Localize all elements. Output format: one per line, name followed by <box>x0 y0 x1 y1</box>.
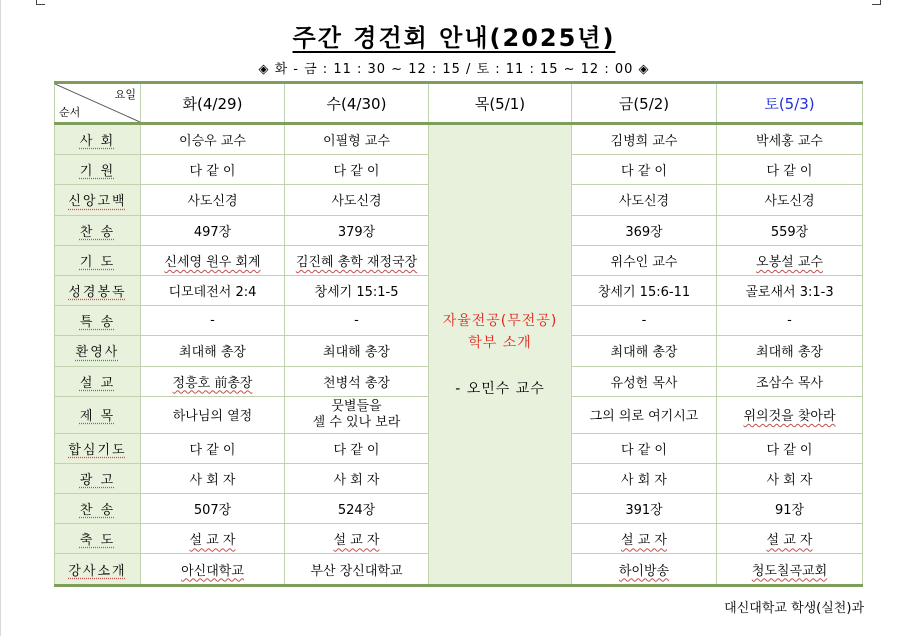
row-label: 제 목 <box>55 396 141 433</box>
cell-wed: 천병석 총장 <box>285 366 429 396</box>
cell-tue: 다 같 이 <box>141 155 285 185</box>
cell-sat: 91장 <box>717 494 863 524</box>
cell-wed-line1: 뭇별들을 <box>331 398 382 414</box>
cell-fri: 그의 의로 여기시고 <box>572 396 717 433</box>
cell-tue: 신세영 원우 회계 <box>141 245 285 275</box>
cell-tue: 아신대학교 <box>141 554 285 585</box>
cell-wed: 최대해 총장 <box>285 336 429 366</box>
footer-department: 대신대학교 학생(실천)과 <box>724 601 864 616</box>
cell-fri: 369장 <box>572 215 717 245</box>
cell-tue: 497장 <box>141 215 285 245</box>
cell-fri: 최대해 총장 <box>572 336 717 366</box>
cell-fri: - <box>572 306 717 336</box>
cell-wed: 379장 <box>285 215 429 245</box>
cell-tue: 정흥호 前총장 <box>141 366 285 396</box>
worship-schedule-table <box>54 81 863 587</box>
cell-wed-line2: 셀 수 있나 보라 <box>312 414 401 430</box>
cell-tue: 다 같 이 <box>141 433 285 463</box>
cell-sat: 오봉설 교수 <box>717 245 863 275</box>
cell-sat: 조삼수 목사 <box>717 366 863 396</box>
page-title: 주간 경건회 안내(2025년) <box>292 24 616 52</box>
cell-wed: 다 같 이 <box>285 433 429 463</box>
cell-sat: - <box>717 306 863 336</box>
row-label: 특 송 <box>55 306 141 336</box>
cell-sat: 559장 <box>717 215 863 245</box>
cell-fri: 유성헌 목사 <box>572 366 717 396</box>
row-label: 성경봉독 <box>55 275 141 305</box>
row-label: 기 도 <box>55 245 141 275</box>
cell-wed: 다 같 이 <box>285 155 429 185</box>
cell-fri: 다 같 이 <box>572 155 717 185</box>
cell-sat: 사도신경 <box>717 185 863 215</box>
row-label: 신앙고백 <box>55 185 141 215</box>
thursday-title-line2: 학부 소개 <box>468 335 532 352</box>
cell-sat: 설 교 자 <box>717 524 863 554</box>
table-row <box>55 124 863 155</box>
cell-wed: 사 회 자 <box>285 463 429 493</box>
corner-header-cell <box>55 83 141 124</box>
header-sat: 토(5/3) <box>717 83 863 124</box>
cell-sat: 위의것을 찾아라 <box>717 396 863 433</box>
row-label: 찬 송 <box>55 215 141 245</box>
row-label: 찬 송 <box>55 494 141 524</box>
cell-wed: 이필형 교수 <box>285 124 429 155</box>
cell-wed: 창세기 15:1-5 <box>285 275 429 305</box>
cell-tue: 507장 <box>141 494 285 524</box>
page-left-border <box>0 0 1 636</box>
cell-wed: - <box>285 306 429 336</box>
corner-label-order: 순서 <box>59 106 81 119</box>
corner-label-day: 요일 <box>114 88 136 101</box>
row-label: 사 회 <box>55 124 141 155</box>
cell-wed: 524장 <box>285 494 429 524</box>
cell-fri: 김병희 교수 <box>572 124 717 155</box>
crop-mark-right <box>872 0 881 5</box>
header-thu: 목(5/1) <box>429 83 572 124</box>
cell-sat: 사 회 자 <box>717 463 863 493</box>
cell-sat: 청도칠곡교회 <box>717 554 863 585</box>
cell-fri: 위수인 교수 <box>572 245 717 275</box>
cell-tue: - <box>141 306 285 336</box>
cell-wed: 사도신경 <box>285 185 429 215</box>
thursday-speaker: - 오민수 교수 <box>455 381 545 398</box>
cell-tue: 사도신경 <box>141 185 285 215</box>
cell-tue: 하나님의 열정 <box>141 396 285 433</box>
cell-fri: 하이방송 <box>572 554 717 585</box>
row-label: 환영사 <box>55 336 141 366</box>
cell-sat: 최대해 총장 <box>717 336 863 366</box>
cell-wed: 설 교 자 <box>285 524 429 554</box>
cell-fri: 391장 <box>572 494 717 524</box>
cell-fri: 창세기 15:6-11 <box>572 275 717 305</box>
row-label: 축 도 <box>55 524 141 554</box>
cell-fri: 사 회 자 <box>572 463 717 493</box>
row-label: 기 원 <box>55 155 141 185</box>
header-tue: 화(4/29) <box>141 83 285 124</box>
cell-fri: 다 같 이 <box>572 433 717 463</box>
header-fri: 금(5/2) <box>572 83 717 124</box>
cell-sat: 다 같 이 <box>717 433 863 463</box>
row-label: 강사소개 <box>55 554 141 585</box>
cell-sat: 박세홍 교수 <box>717 124 863 155</box>
row-label: 광 고 <box>55 463 141 493</box>
row-label: 합심기도 <box>55 433 141 463</box>
table-header-row <box>55 83 863 124</box>
cell-fri: 사도신경 <box>572 185 717 215</box>
cell-wed <box>285 396 429 433</box>
cell-sat: 다 같 이 <box>717 155 863 185</box>
cell-tue: 설 교 자 <box>141 524 285 554</box>
cell-wed: 김진혜 총학 재정국장 <box>285 245 429 275</box>
cell-fri: 설 교 자 <box>572 524 717 554</box>
row-label: 설 교 <box>55 366 141 396</box>
cell-tue: 최대해 총장 <box>141 336 285 366</box>
thursday-title-line1: 자율전공(무전공) <box>442 313 558 330</box>
header-wed: 수(4/30) <box>285 83 429 124</box>
crop-mark-left <box>36 0 45 5</box>
thursday-special-cell <box>429 124 572 586</box>
cell-sat: 골로새서 3:1-3 <box>717 275 863 305</box>
cell-tue: 이승우 교수 <box>141 124 285 155</box>
cell-tue: 디모데전서 2:4 <box>141 275 285 305</box>
cell-tue: 사 회 자 <box>141 463 285 493</box>
cell-wed: 부산 장신대학교 <box>285 554 429 585</box>
schedule-time-subtitle: ◈ 화 - 금 : 11 : 30 ~ 12 : 15 / 토 : 11 : 15 ~ 12 : 00 ◈ <box>258 62 650 77</box>
